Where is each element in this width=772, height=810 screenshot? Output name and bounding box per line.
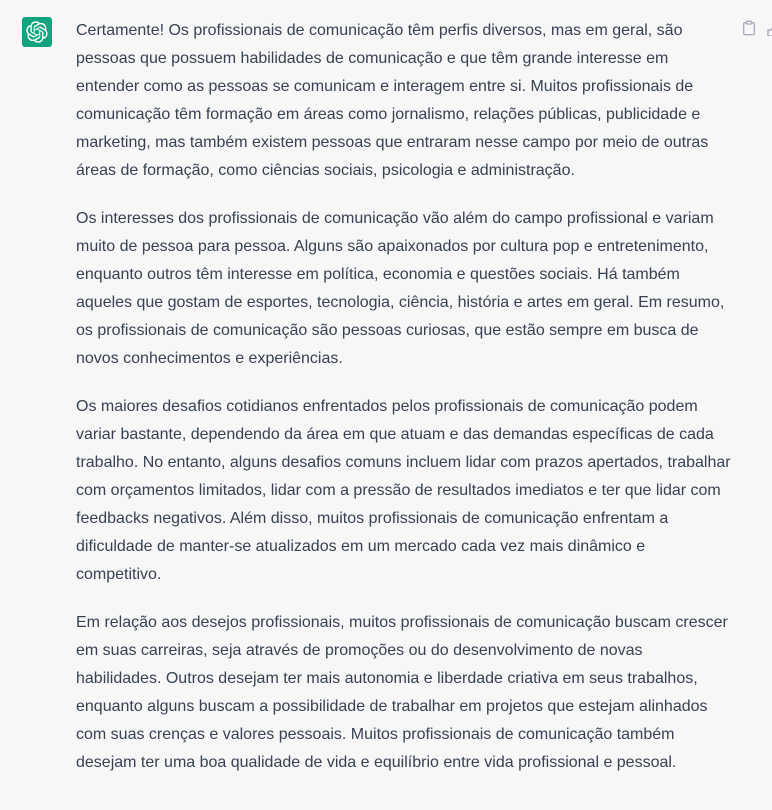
thumbs-up-icon[interactable] [766,24,772,36]
assistant-message-text [76,17,732,797]
message-paragraph: Em relação aos desejos profissionais, muitos profissionais de comunicação buscam crescer em suas carreiras, seja através de promoções ou do desenvolvimento de novas habilidades. Outros desejam ter mais autonomia e liberdade criativa em seus trabalhos, enquanto alguns buscam a possibilidade de trabalhar em projetos que estejam alinhados com suas crenças e valores pessoais. Muitos profissionais de comunicação também desejam ter uma boa qualidade de vida e equilíbrio entre vida profissional e pessoal. [76,614,728,771]
message-paragraph: Os interesses dos profissionais de comunicação vão além do campo profissional e variam muito de pessoa para pessoa. Alguns são apaixonados por cultura pop e entretenimento, enquanto outros têm interesse em política, economia e questões sociais. Há também aqueles que gostam de esportes, tecnologia, ciência, história e artes em geral. Em resumo, os profissionais de comunicação são pessoas curiosas, que estão sempre em busca de novos conhecimentos e experiências. [76,210,725,367]
copy-button[interactable] [740,19,758,37]
message-paragraph: Certamente! Os profissionais de comunicação têm perfis diversos, mas em geral, são pessoas que possuem habilidades de comunicação e que têm grande interesse em entender como as pessoas se comunicam e interagem entre si. Muitos profissionais de comunicação têm formação em áreas como jornalismo, relações públicas, publicidade e marketing, mas também existem pessoas que entraram nesse campo por meio de outras áreas de formação, como ciências sociais, psicologia e administração. [76,22,709,179]
clipboard-icon [741,20,757,36]
message-paragraph: Os maiores desafios cotidianos enfrentados pelos profissionais de comunicação podem variar bastante, dependendo da área em que atuam e das demandas específicas de cada trabalho. No entanto, alguns desafios comuns incluem lidar com prazos apertados, trabalhar com orçamentos limitados, lidar com a pressão de resultados imediatos e ter que lidar com feedbacks negativos. Além disso, muitos profissionais de comunicação enfrentam a dificuldade de manter-se atualizados em um mercado cada vez mais dinâmico e competitivo. [76,398,731,583]
assistant-avatar [22,17,52,47]
openai-logo-icon [26,21,48,43]
